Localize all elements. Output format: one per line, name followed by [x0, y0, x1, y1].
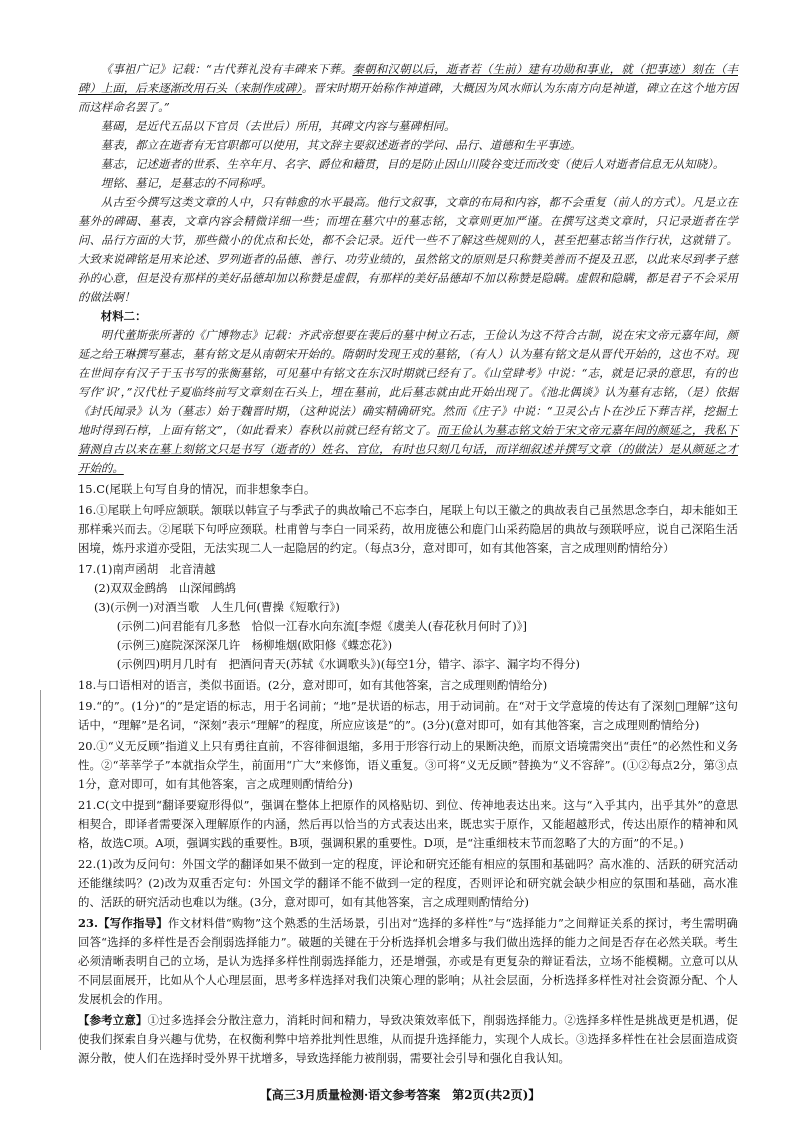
- material-paragraph-4: 墓志，记述逝者的世系、生卒年月、名字、爵位和籍贯，目的是防止因山川陵谷变迁而改变（使后人对逝者信息无从知晓）。: [100, 157, 725, 171]
- reference-ideas-text: ①过多选择会分散注意力，消耗时间和精力，导致决策效率低下，削弱选择能力。②选择多样性是挑战更是机遇，促使我们探索自身兴趣与优势，在权衡利弊中培养批判性思维，从而提升选择能力，实现个人成长。③选择多样性在社会层面造成资源分散，使人们在选择时受外界干扰增多，导致选择能力被削弱，需要社会引导和强化自我认知。: [78, 1013, 738, 1065]
- answer-17-3d: (示例四)明月几时有 把酒问青天(苏轼《水调歌头》)(每空1分，错字、添字、漏字均不得分): [116, 657, 581, 671]
- material-paragraph-5: 埋铭、墓记，是墓志的不同称呼。: [100, 176, 273, 190]
- answer-20: 20.①“义无反顾”指道义上只有勇往直前，不容徘徊退缩，多用于形容行动上的果断决绝，而原文语境需突出“责任”的必然性和义务性。②“莘莘学子”本就指众学生，前面用“广大”来修饰，语义重复。③可将“义无反顾”替换为“义不容辞”。(①②每点2分，第③点1分，意对即可，如有其他答案，言之成理则酌情给分): [78, 739, 738, 791]
- answer-15: 15.C(尾联上句写自身的情况，而非想象李白。: [78, 482, 316, 496]
- material-paragraph-6: 从古至今撰写这类文章的人中，只有韩愈的水平最高。他行文叙事，文章的布局和内容，都不会重复（前人的方式）。凡是立在墓外的碑碣、墓表，文章内容会精微详细一些；而埋在墓穴中的墓志铭，文章则更加严谨。在撰写这类文章时，只记录逝者在学问、品行方面的大节，那些微小的优点和长处，都不会记录。近代一些不了解这些规则的人，甚至把墓志铭当作行状，这就错了。大致来说碑铭是用来论述、罗列逝者的品德、善行、功劳业绩的，虽然铭文的原则是只称赞美善而不提及丑恶，以此来尽到孝子慈孙的心意，但是没有那样的美好品德却加以称赞是虚假，有那样的美好品德却不加以称赞是隐瞒。虚假和隐瞒，都是君子不会采用的做法啊！: [78, 195, 738, 304]
- answer-22: 22.(1)改为反问句：外国文学的翻译如果不做到一定的程度，评论和研究还能有相应的氛围和基础吗？高水准的、活跃的研究活动还能继续吗？(2)改为双重否定句：外国文学的翻译不能不做到一定的程度，否则评论和研究就会缺少相应的氛围和基础，高水准的、活跃的研究活动也难以为继。(3分，意对即可，如有其他答案，言之成理则酌情给分): [78, 857, 738, 909]
- scan-edge-line: [40, 690, 41, 1050]
- material-text: 《事祖广记》记载：“古代葬礼没有丰碑来下葬。: [100, 62, 353, 76]
- material-two-title: 材料二：: [100, 309, 147, 323]
- answer-17: 17.(1)南声函胡 北音清越: [78, 562, 216, 576]
- answer-23-label: 23.【写作指导】: [78, 916, 168, 930]
- page-content: [78, 60, 738, 1068]
- material-paragraph-3: 墓表，都立在逝者有无官职都可以使用，其文辞主要叙述逝者的学问、品行、道德和生平事迹。: [100, 138, 582, 152]
- answer-17-3a: (3)(示例一)对酒当歌 人生几何(曹操《短歌行》): [93, 600, 340, 614]
- material-underlined-text: 秦朝和汉朝以后，逝者若（生前）建有功勋和事业，就（把事迹）刻在（丰碑）上面，后来逐渐改用石头（来制作成碑）: [78, 62, 738, 95]
- material-underlined-text: 而王俭认为墓志铭文始于宋文帝元嘉年间的颜延之，我私下猜测自古以来在墓上刻铭文只是书写（逝者的）姓名、官位，有时也只刻几句话，而详细叙述并撰写文章（的做法）是从颜延之才开始的。: [78, 423, 738, 475]
- answer-17-2: (2)双双金鹧鸪 山深闻鹧鸪: [93, 581, 237, 595]
- answer-18: 18.与口语相对的语言，类似书面语。(2分，意对即可，如有其他答案，言之成理则酌情给分): [78, 678, 548, 692]
- answer-17-3c: (示例三)庭院深深深几许 杨柳堆烟(欧阳修《蝶恋花》): [116, 638, 393, 652]
- material-text: 。晋宋时期开始称作神道碑，大概因为风水师认为东南方向是神道，碑立在这个地方因而这样命名罢了。”: [78, 81, 738, 114]
- material-two-paragraph: [78, 326, 738, 478]
- page-footer: 【高三3月质量检测·语文参考答案 第2页(共2页)】: [259, 1088, 541, 1102]
- material-text: 明代董斯张所著的《广博物志》记载：齐武帝想要在裴后的墓中树立石志，王俭认为这不符合古制，说在宋文帝元嘉年间，颜延之给王琳撰写墓志，墓有铭文是从南朝宋开始的。隋朝时发现王戎的墓铭，（有人）认为墓有铭文是从晋代开始的，这也不对。现在世间存有汉子于玉书写的张衡墓铭，可见墓中有铭文在东汉时期就已经有了。《山堂肆考》中说：“志，就是记录的意思，有的也写作‘识’，”汉代杜子夏临终前写文章刻在石头上，埋在墓前，此后墓志就由此开始出现了。《池北偶谈》认为墓有志铭，（是）依据《封氏闻录》认为（墓志）始于魏晋时期，（这种说法）确实精确研究。然而《庄子》中说：“卫灵公占卜在沙丘下葬吉祥，挖掘土地时得到石椁，上面有铭文”，（如此看来）春秋以前就已经有铭文了。: [78, 328, 738, 437]
- answer-17-3b: (示例二)问君能有几多愁 恰似一江春水向东流[李煜《虞美人(春花秋月何时了)》]: [116, 619, 527, 633]
- answer-23: [78, 914, 738, 1009]
- reference-ideas: [78, 1011, 738, 1068]
- material-paragraph-1: [78, 60, 738, 117]
- material-paragraph-2: 墓碣，是近代五品以下官员（去世后）所用，其碑文内容与墓碑相同。: [100, 119, 456, 133]
- answer-16: 16.①尾联上句呼应颔联。颔联以韩宣子与季武子的典故喻己不忘李白，尾联上句以王徽之的典故表自己虽然思念李白，却未能如王那样乘兴而去。②尾联下句呼应颈联。杜甫曾与李白一同采药，故用庞德公和鹿门山采药隐居的典故与颈联呼应，说自己深陷生活困境，炼丹求道亦受阻，无法实现二人一起隐居的约定。（每点3分，意对即可，如有其他答案，言之成理则酌情给分）: [78, 503, 738, 555]
- answer-21: 21.C(文中提到“翻译要窥形得似”，强调在整体上把原作的风格贴切、到位、传神地表达出来。这与“入乎其内，出乎其外”的意思相契合，即译者需要深入理解原作的内涵，然后再以恰当的方式表达出来，既忠实于原作，又能超越形式，传达出原作的精神和风格，故选C项。A项，强调实践的重要性。B项，强调积累的重要性。D项，是“注重细枝末节而忽略了大的方面”的不足。): [78, 798, 738, 850]
- reference-ideas-label: 【参考立意】: [78, 1013, 148, 1027]
- answer-19: 19.“的”。(1分)“的”是定语的标志，用于名词前；“地”是状语的标志，用于动词前。在“对于文学意境的传达有了深刻□理解”这句话中，“理解”是名词，“深刻”表示“理解”的程度，所应应该是“的”。(3分)(意对即可，如有其他答案，言之成理则酌情给分): [78, 699, 738, 732]
- answer-23-text: 作文材料借“购物”这个熟悉的生活场景，引出对“选择的多样性”与“选择能力”之间辩证关系的探讨，考生需明确回答“选择的多样性是否会削弱选择能力”。破题的关键在于分析选择机会增多与我们做出选择的能力之间是否存在必然关联。考生必须清晰表明自己的立场，是认为选择多样性削弱选择能力，还是增强，亦或是有更复杂的辩证看法，立场不能模糊。立意可以从不同层面展开，比如从个人心理层面，思考多样选择对我们决策心理的影响；从社会层面，分析选择多样性对社会资源分配、个人发展机会的作用。: [78, 916, 738, 1006]
